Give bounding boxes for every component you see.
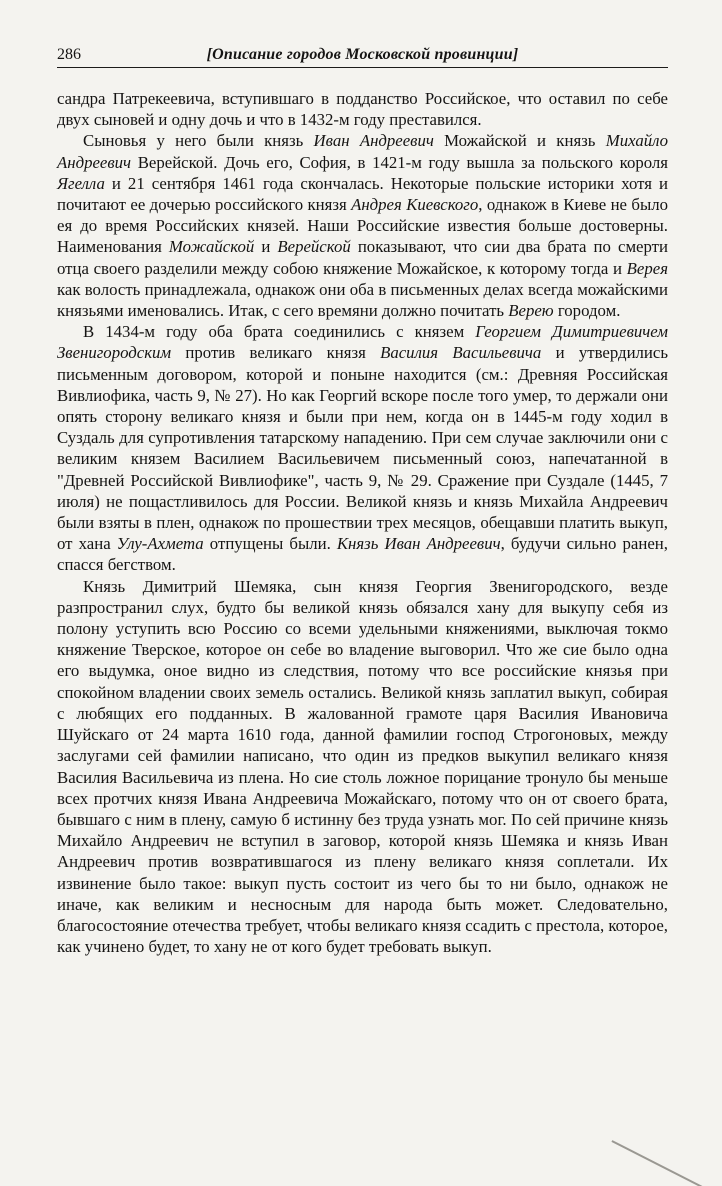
text-run: отпущены были. [203,534,337,554]
text-run: Верейской. Дочь его, София, в 1421-м году вышла за польского короля [131,152,668,172]
scan-artifact-line [612,1140,712,1186]
text-run: Можайской и князь [433,131,606,151]
text-run: В 1434-м году оба брата соединились с князем [83,322,476,342]
header-rule [57,67,668,68]
italic-text-run: Иван Андреевич [313,131,434,151]
italic-text-run: Андрея Киевского [351,195,479,215]
italic-text-run: Улу-Ахмета [116,534,204,554]
text-run: и утвердились письменным договором, которой и поныне находится (см.: Древняя Российская Вивлиофика, часть 9, № 27). Но как Георгий вскоре после того умер, то держали они опять сторону великаго князя и были при нем, когда он в 1445-м году ходил в Суздаль для супротивления татарскому нападению. При сем случае заключили они с великим князем Василием Васильевичем письменный союз, напечатанной в "Древней Российской Вивлиофике", часть 9, № 29. Сражение при Суздале (1445, 7 июля) не пощастливилось для России. Великой князь и князь Михайла Андреевич были взяты в плен, однакож по прошествии трех месяцов, обещавши платить выкуп, от хана [57,343,669,554]
text-run: городом. [553,301,621,321]
italic-text-run: Георгием Димитриевичем Звенигородским [57,322,668,363]
italic-text-run: Верею [508,301,554,321]
text-run: Князь Димитрий Шемяка, сын князя Георгия Звенигородского, везде разпространил слух, будто бы великой князь обязался хану для выкупу себя из полону уступить всю Россию со всеми удельными княжениями, выключая токмо княжение Тверское, которое он себе во владение выговорил. Что же сие было одна его выдумка, оное видно из следствия, потому что все российские князья при спокойном владении своих земель остались. Великой князь заплатил выкуп, собирая с любящих его подданных. В жалованной грамоте царя Василия Ивановича Шуйскаго от 24 марта 1610 года, данной фамилии господ Строгоновых, между заслугами сей фамилии написано, что один из предков выкупил великаго князя Василия Васильевича из плена. Но сие столь ложное порицание тронуло бы меньше всех протчих князя Ивана Андреевича Можайскаго, потому что он от своего брата, бывшаго с ним в плену, самую б истинну без труда узнать мог. По сей причине князь Михайло Андреевич не вступил в заговор, которой князь Шемяка и князь Иван Андреевич против возвратившагося из плену великаго князя соплетали. Их извинение было такое: выкуп пусть состоит из чего бы то ни было, однакож не иначе, как великим и несносным для народа быть может. Следовательно, благосостояние отечества требует, чтобы великаго князя ссадить с престола, которое, как учинено будет, то хану не от кого будет требовать выкуп. [57,576,668,957]
text-run: показывают, что сии два брата по смерти отца своего разделили между собою княжение Можайское, к которому тогда и [57,237,668,278]
italic-text-run: Ягелла [57,173,105,193]
paragraph [57,130,668,321]
page-header [57,46,668,64]
text-run: сандра Патрекеевича, вступившаго в подданство Российское, что оставил по себе двух сыновей и одну дочь и что в 1432-м году преставился. [57,89,668,130]
text-run: и [254,237,278,257]
paragraph [57,88,668,130]
italic-text-run: Михайло Андреевич [57,131,669,172]
text-run: против великаго князя [171,343,381,363]
text-run: , будучи сильно ранен, спасся бегством. [57,534,668,575]
text-run: и 21 сентября 1461 года скончалась. Некоторые польские историки хотя и почитают ее дочерью российского князя [57,173,668,215]
page-body [57,88,668,957]
text-run: как волость принадлежала, однакож они оба в письменных делах всегда можайскими князьями именовались. Итак, с сего времяни должно почитать [57,279,668,321]
italic-text-run: Верейской [277,237,351,257]
italic-text-run: Можайской [168,237,255,257]
text-run: , однакож в Киеве не было ея до время Российских князей. Наши Российские известия больше достоверны. Наименования [57,195,668,257]
page-number: 286 [57,46,81,63]
paragraph [57,321,668,575]
italic-text-run: Василия Васильевича [380,343,542,363]
running-title: [Описание городов Московской провинции] [206,46,519,63]
text-run: Сыновья у него были князь [83,131,314,151]
italic-text-run: Князь Иван Андреевич [336,534,501,554]
italic-text-run: Верея [626,258,668,278]
paragraph [57,576,668,958]
